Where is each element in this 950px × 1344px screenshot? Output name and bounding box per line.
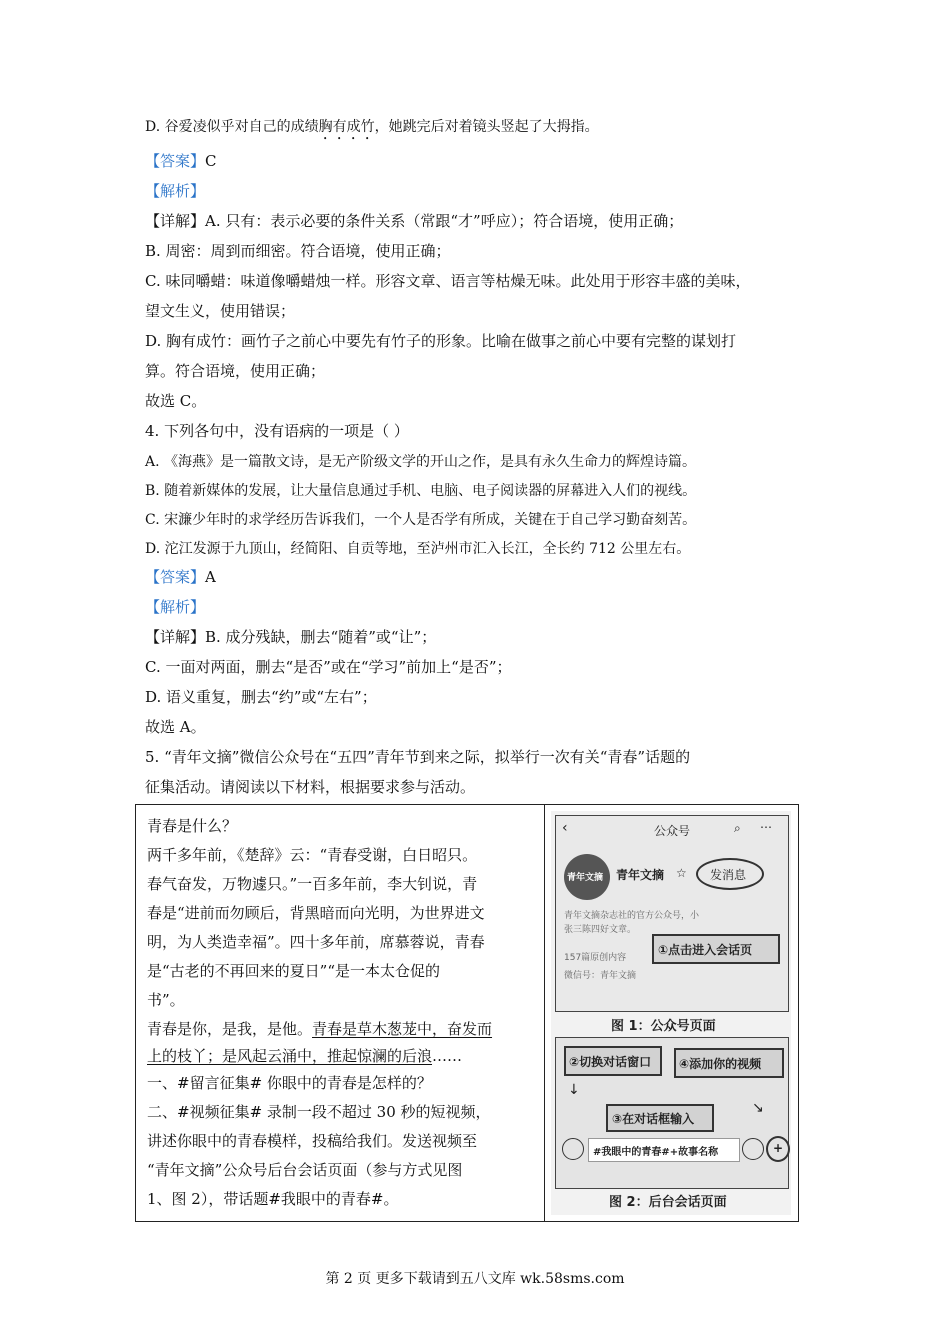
para2-tail: …… — [432, 1047, 463, 1065]
chat-input-text: #我眼中的青春#+故事名称 — [593, 1147, 719, 1158]
emoji-icon[interactable] — [742, 1138, 764, 1160]
material-line: 春是“进前而勿顾后，背黑暗而向光明，为世界进文 — [147, 904, 485, 922]
q5-material-box — [135, 804, 799, 1222]
q3-detail-line: D. 胸有成竹：画竹子之前心中要先有竹子的形象。比喻在做事之前心中要有完整的谋划打 — [145, 332, 737, 350]
q4-detail-line: 故选 A。 — [145, 718, 206, 736]
account-name: 青年文摘 — [616, 868, 665, 882]
step4-label: ④添加你的视频 — [679, 1057, 762, 1071]
q3-detail-line: C. 味同嚼蜡：味道像嚼蜡烛一样。形容文章、语言等枯燥无味。此处用于形容丰盛的美味， — [145, 272, 751, 290]
account-logo — [564, 854, 610, 900]
arrow-down-icon: ↓ — [568, 1082, 580, 1098]
q4-option: C. 宋濂少年时的求学经历告诉我们，一个人是否学有所成，关键在于自己学习勤奋刻苦。 — [145, 512, 697, 528]
answer-value: A — [205, 568, 216, 586]
figure1-header: 公众号 — [654, 824, 691, 838]
send-message-button[interactable] — [696, 858, 764, 890]
account-stats: 157篇原创内容 — [564, 953, 627, 963]
step4-label-box — [674, 1048, 784, 1078]
logo-text: 青年文摘 — [567, 873, 604, 883]
box-divider — [544, 805, 545, 1221]
answer-tag: 【答案】 — [145, 152, 206, 170]
q4-option: A. 《海燕》是一篇散文诗，是无产阶级文学的开山之作，是具有永久生命力的辉煌诗篇。 — [145, 454, 697, 470]
account-wechat-id: 微信号：青年文摘 — [564, 971, 637, 981]
para2-plain: 青春是你，是我，是他。 — [147, 1020, 313, 1038]
material-item2: 1、图 2），带话题#我眼中的青春#。 — [147, 1190, 399, 1208]
plus-icon[interactable] — [766, 1136, 790, 1162]
q4-stem: 4. 下列各句中，没有语病的一项是（ ） — [145, 422, 409, 440]
q3-detail-line: 算。符合语境，使用正确； — [145, 362, 326, 380]
material-line: 明，为人类造幸福”。四十多年前，席慕蓉说，青春 — [147, 933, 485, 951]
material-line — [147, 1045, 462, 1067]
para2-underlined: 青春是草木葱茏中，奋发而 — [312, 1020, 493, 1038]
q4-option: B. 随着新媒体的发展，让大量信息通过手机、电脑、电子阅读器的屏幕进入人们的视线。 — [145, 483, 697, 499]
q3-option-d — [145, 116, 599, 143]
account-desc: 张三陈四好文章。 — [564, 925, 637, 935]
q4-analysis-tag: 【解析】 — [145, 598, 206, 616]
q3-answer — [145, 150, 217, 172]
page-footer: 第 2 页 更多下载请到五八文库 wk.58sms.com — [325, 1271, 625, 1287]
q3-option-d-emph: 胸有成竹 — [318, 119, 375, 135]
q3-detail-line: 【详解】A. 只有：表示必要的条件关系（常跟“才”呼应）；符合语境，使用正确； — [145, 212, 684, 230]
figure1-caption: 图 1：公众号页面 — [611, 1019, 716, 1034]
step2-label: ②切换对话窗口 — [569, 1055, 652, 1069]
q3-option-d-prefix: D. 谷爱凌似乎对自己的成绩 — [145, 119, 319, 135]
material-line: 两千多年前，《楚辞》云：“青春受谢，白日昭只。 — [147, 846, 478, 864]
material-item2: 二、#视频征集# 录制一段不超过 30 秒的短视频， — [147, 1103, 491, 1121]
material-line: 是“古老的不再回来的夏日”“是一本太仓促的 — [147, 962, 441, 980]
voice-icon[interactable] — [562, 1138, 584, 1160]
material-line: 书”。 — [147, 991, 185, 1009]
q5-stem: 5. “青年文摘”微信公众号在“五四”青年节到来之际，拟举行一次有关“青春”话题的 — [145, 748, 691, 766]
step2-label-box — [564, 1046, 662, 1076]
q3-analysis-tag: 【解析】 — [145, 182, 206, 200]
q3-detail-line: 望文生义，使用错误； — [145, 302, 296, 320]
q4-detail-line: D. 语义重复，删去“约”或“左右”； — [145, 688, 377, 706]
material-line — [147, 1018, 492, 1040]
q4-detail-line: C. 一面对两面，删去“是否”或在“学习”前加上“是否”； — [145, 658, 512, 676]
figure2-chat — [555, 1037, 789, 1189]
chat-input[interactable] — [588, 1138, 740, 1162]
instruction-figure — [551, 811, 791, 1215]
account-desc: 青年文摘杂志社的官方公众号，小 — [564, 911, 700, 921]
search-icon: ⌕ — [734, 821, 741, 835]
step3-label: ③在对话框输入 — [612, 1112, 695, 1126]
send-button-label: 发消息 — [710, 868, 747, 882]
answer-value: C — [205, 152, 217, 170]
material-item1: 一、#留言征集# 你眼中的青春是怎样的？ — [147, 1074, 432, 1092]
figure1-phone — [555, 815, 789, 1012]
q4-detail-line: 【详解】B. 成分残缺，删去“随着”或“让”； — [145, 628, 437, 646]
material-title: 青春是什么？ — [147, 817, 238, 835]
para2-underlined: 上的枝丫；是风起云涌中，推起惊澜的后浪 — [147, 1047, 433, 1065]
q4-answer — [145, 566, 216, 588]
answer-tag: 【答案】 — [145, 568, 206, 586]
figure2-caption: 图 2：后台会话页面 — [609, 1195, 727, 1210]
q4-option: D. 沱江发源于九顶山，经简阳、自贡等地，至泸州市汇入长江，全长约 712 公里左右。 — [145, 541, 691, 557]
q5-stem: 征集活动。请阅读以下材料，根据要求参与活动。 — [145, 778, 476, 796]
more-icon: ⋯ — [760, 820, 772, 834]
q3-detail-line: B. 周密：周到而细密。符合语境，使用正确； — [145, 242, 451, 260]
step1-label: ①点击进入会话页 — [658, 943, 753, 957]
plus-glyph: + — [773, 1141, 784, 1155]
back-icon: ‹ — [562, 820, 568, 836]
star-icon: ☆ — [676, 866, 687, 880]
q3-detail-line: 故选 C。 — [145, 392, 207, 410]
material-item2: “青年文摘”公众号后台会话页面（参与方式见图 — [147, 1161, 463, 1179]
arrow-down-right-icon: ↘ — [752, 1100, 764, 1116]
material-item2: 讲述你眼中的青春模样，投稿给我们。发送视频至 — [147, 1132, 478, 1150]
q3-option-d-suffix: ，她跳完后对着镜头竖起了大拇指。 — [374, 119, 599, 135]
material-line: 春气奋发，万物遽只。”一百多年前，李大钊说，青 — [147, 875, 478, 893]
step1-label-box — [652, 934, 780, 964]
step3-label-box — [606, 1104, 714, 1132]
